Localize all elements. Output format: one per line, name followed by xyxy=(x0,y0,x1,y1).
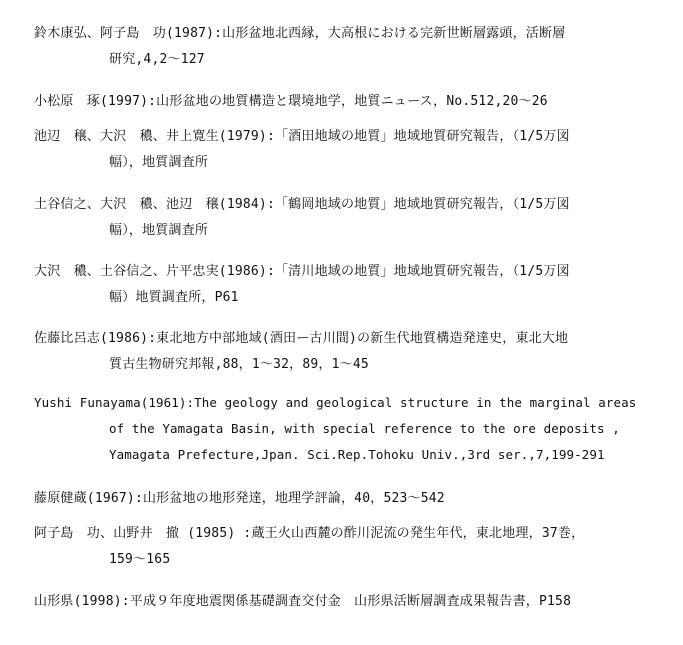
reference-line: 池辺 穣、大沢 穠、井上寛生(1979):「酒田地域の地質」地域地質研究報告，（1/5万図 xyxy=(34,129,570,144)
reference-line: 幅），地質調査所 xyxy=(109,223,209,238)
reference-line: 土谷信之、大沢 穠、池辺 穣(1984):「鶴岡地域の地質」地域地質研究報告，（1/5万図 xyxy=(34,197,570,212)
reference-line: Yushi Funayama(1961):The geology and geological structure in the marginal areas xyxy=(34,395,637,410)
reference-item xyxy=(34,326,669,378)
reference-line: 質古生物研究邦報,88，1〜32，89，1〜45 xyxy=(109,357,369,372)
reference-item xyxy=(34,521,669,573)
reference-item xyxy=(34,259,669,311)
reference-line: 藤原健蔵(1967):山形盆地の地形発達，地理学評論，40，523〜542 xyxy=(34,491,445,506)
reference-line: 研究,4,2〜127 xyxy=(109,52,205,67)
reference-item xyxy=(34,124,669,176)
reference-line: 阿子島 功、山野井 撤 (1985) :蔵王火山西麓の酢川泥流の発生年代，東北地理，37巻， xyxy=(34,526,585,541)
reference-item xyxy=(34,589,669,615)
reference-line: 鈴木康弘、阿子島 功(1987):山形盆地北西縁，大高根における完新世断層露頭，活断層 xyxy=(34,26,566,41)
reference-line: 山形県(1998):平成９年度地震関係基礎調査交付金 山形県活断層調査成果報告書，P158 xyxy=(34,594,572,609)
reference-item xyxy=(34,390,669,468)
reference-item xyxy=(34,21,669,73)
reference-item xyxy=(34,89,669,115)
reference-line: 小松原 琢(1997):山形盆地の地質構造と環境地学，地質ニュース，No.512,20〜26 xyxy=(34,94,548,109)
reference-line: 大沢 穠、土谷信之、片平忠実(1986):「清川地域の地質」地域地質研究報告，（1/5万図 xyxy=(34,264,570,279)
reference-line: 幅），地質調査所 xyxy=(109,155,209,170)
reference-line: 佐藤比呂志(1986):東北地方中部地域(酒田ー古川間)の新生代地質構造発達史，東北大地 xyxy=(34,331,569,346)
reference-line: 159〜165 xyxy=(109,552,171,567)
reference-item xyxy=(34,192,669,244)
reference-line: of the Yamagata Basin, with special reference to the ore deposits , xyxy=(109,421,620,436)
reference-line: Yamagata Prefecture,Jpan. Sci.Rep.Tohoku Univ.,3rd ser.,7,199-291 xyxy=(109,447,605,462)
reference-item xyxy=(34,486,669,512)
reference-line: 幅）地質調査所，P61 xyxy=(109,290,239,305)
